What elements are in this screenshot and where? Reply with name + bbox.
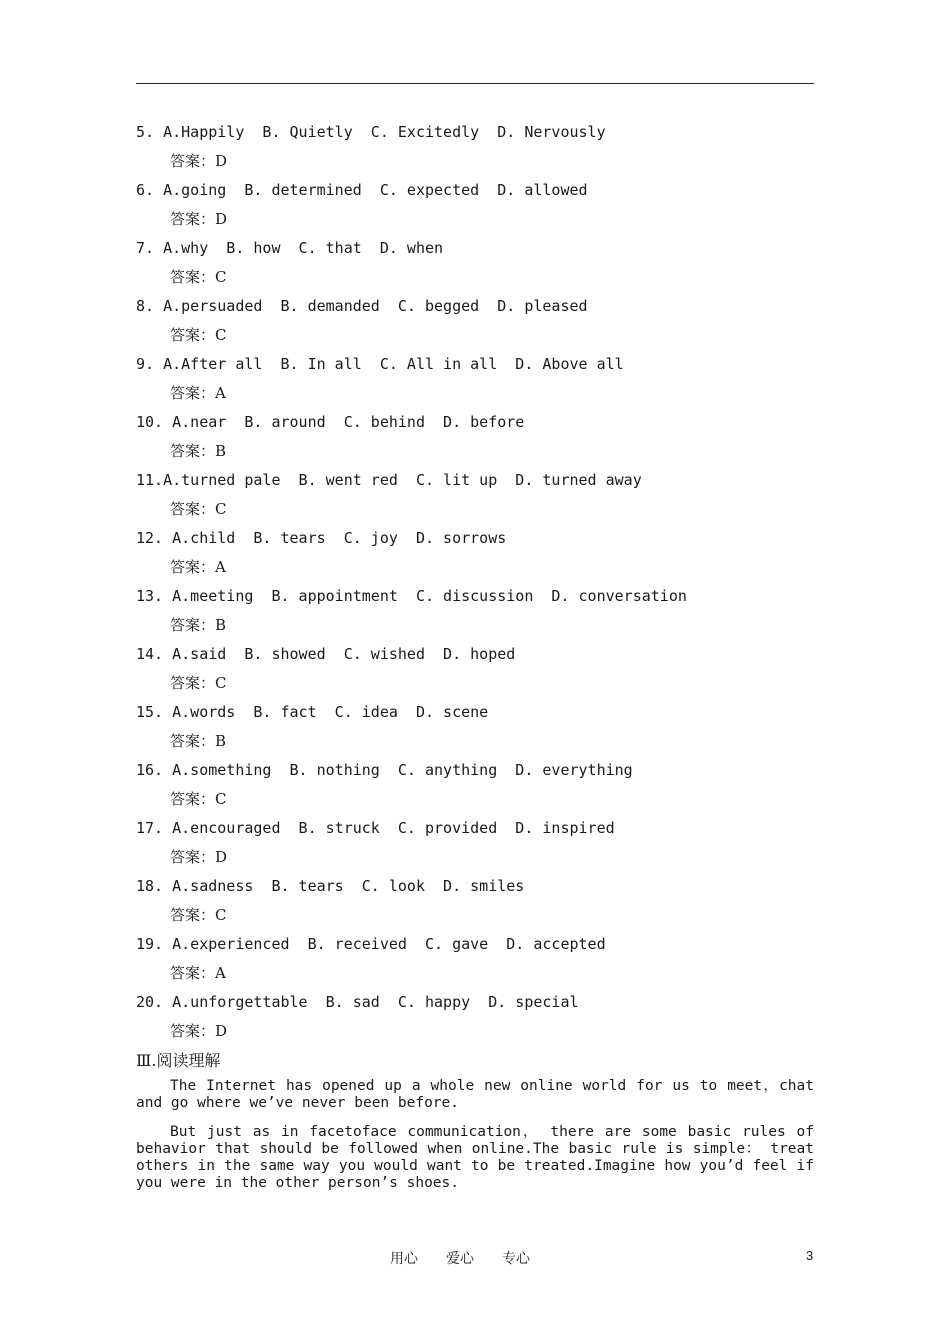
answer-line: 答案：C — [170, 906, 227, 924]
question-options: 13. A.meeting B. appointment C. discussion D. conversation — [136, 587, 687, 605]
question-options: 6. A.going B. determined C. expected D. allowed — [136, 181, 588, 199]
question-options: 5. A.Happily B. Quietly C. Excitedly D. Nervously — [136, 123, 606, 141]
question-options: 7. A.why B. how C. that D. when — [136, 239, 444, 257]
answer-line: 答案：B — [170, 732, 227, 750]
footer-word: 用心 — [390, 1251, 418, 1267]
page-footer — [0, 1248, 950, 1268]
section-title: Ⅲ.阅读理解 — [136, 1051, 221, 1070]
question-options: 14. A.said B. showed C. wished D. hoped — [136, 645, 516, 663]
answer-line: 答案：D — [170, 210, 228, 228]
answer-line: 答案：A — [170, 558, 226, 576]
question-options: 16. A.something B. nothing C. anything D. everything — [136, 761, 633, 779]
question-options: 20. A.unforgettable B. sad C. happy D. special — [136, 993, 579, 1011]
question-options: 18. A.sadness B. tears C. look D. smiles — [136, 877, 525, 895]
answer-line: 答案：D — [170, 152, 228, 170]
question-options: 17. A.encouraged B. struck C. provided D. inspired — [136, 819, 615, 837]
answer-line: 答案：A — [170, 964, 226, 982]
question-options: 9. A.After all B. In all C. All in all D. Above all — [136, 355, 624, 373]
answer-line: 答案：D — [170, 848, 228, 866]
question-options: 10. A.near B. around C. behind D. before — [136, 413, 525, 431]
answer-line: 答案：B — [170, 616, 227, 634]
question-options: 12. A.child B. tears C. joy D. sorrows — [136, 529, 507, 547]
answer-line: 答案：A — [170, 384, 226, 402]
question-options: 15. A.words B. fact C. idea D. scene — [136, 703, 489, 721]
answer-line: 答案：C — [170, 500, 227, 518]
passage-paragraph-1: The Internet has opened up a whole new online world for us to meet，chat and go where we’ve never been before. — [136, 1078, 814, 1111]
question-options: 19. A.experienced B. received C. gave D. accepted — [136, 935, 606, 953]
footer-word: 专心 — [502, 1251, 530, 1267]
document-body — [136, 122, 814, 1204]
footer-word: 爱心 — [446, 1251, 474, 1267]
question-options: 8. A.persuaded B. demanded C. begged D. pleased — [136, 297, 588, 315]
answer-line: 答案：D — [170, 1022, 228, 1040]
answer-line: 答案：C — [170, 326, 227, 344]
answer-line: 答案：C — [170, 268, 227, 286]
header-rule — [136, 83, 814, 84]
passage-paragraph-2: But just as in facetoface communication， there are some basic rules of behavior that should be followed when online.The basic rule is simple： treat others in the same way you would want to be treated.Imagine how you’d feel if you were in the other person’s shoes. — [136, 1124, 814, 1191]
question-list — [136, 122, 814, 1050]
page-number: 3 — [806, 1248, 814, 1263]
answer-line: 答案：C — [170, 790, 227, 808]
answer-line: 答案：C — [170, 674, 227, 692]
answer-line: 答案：B — [170, 442, 227, 460]
footer-motto — [390, 1248, 558, 1268]
question-options: 11.A.turned pale B. went red C. lit up D. turned away — [136, 471, 642, 489]
